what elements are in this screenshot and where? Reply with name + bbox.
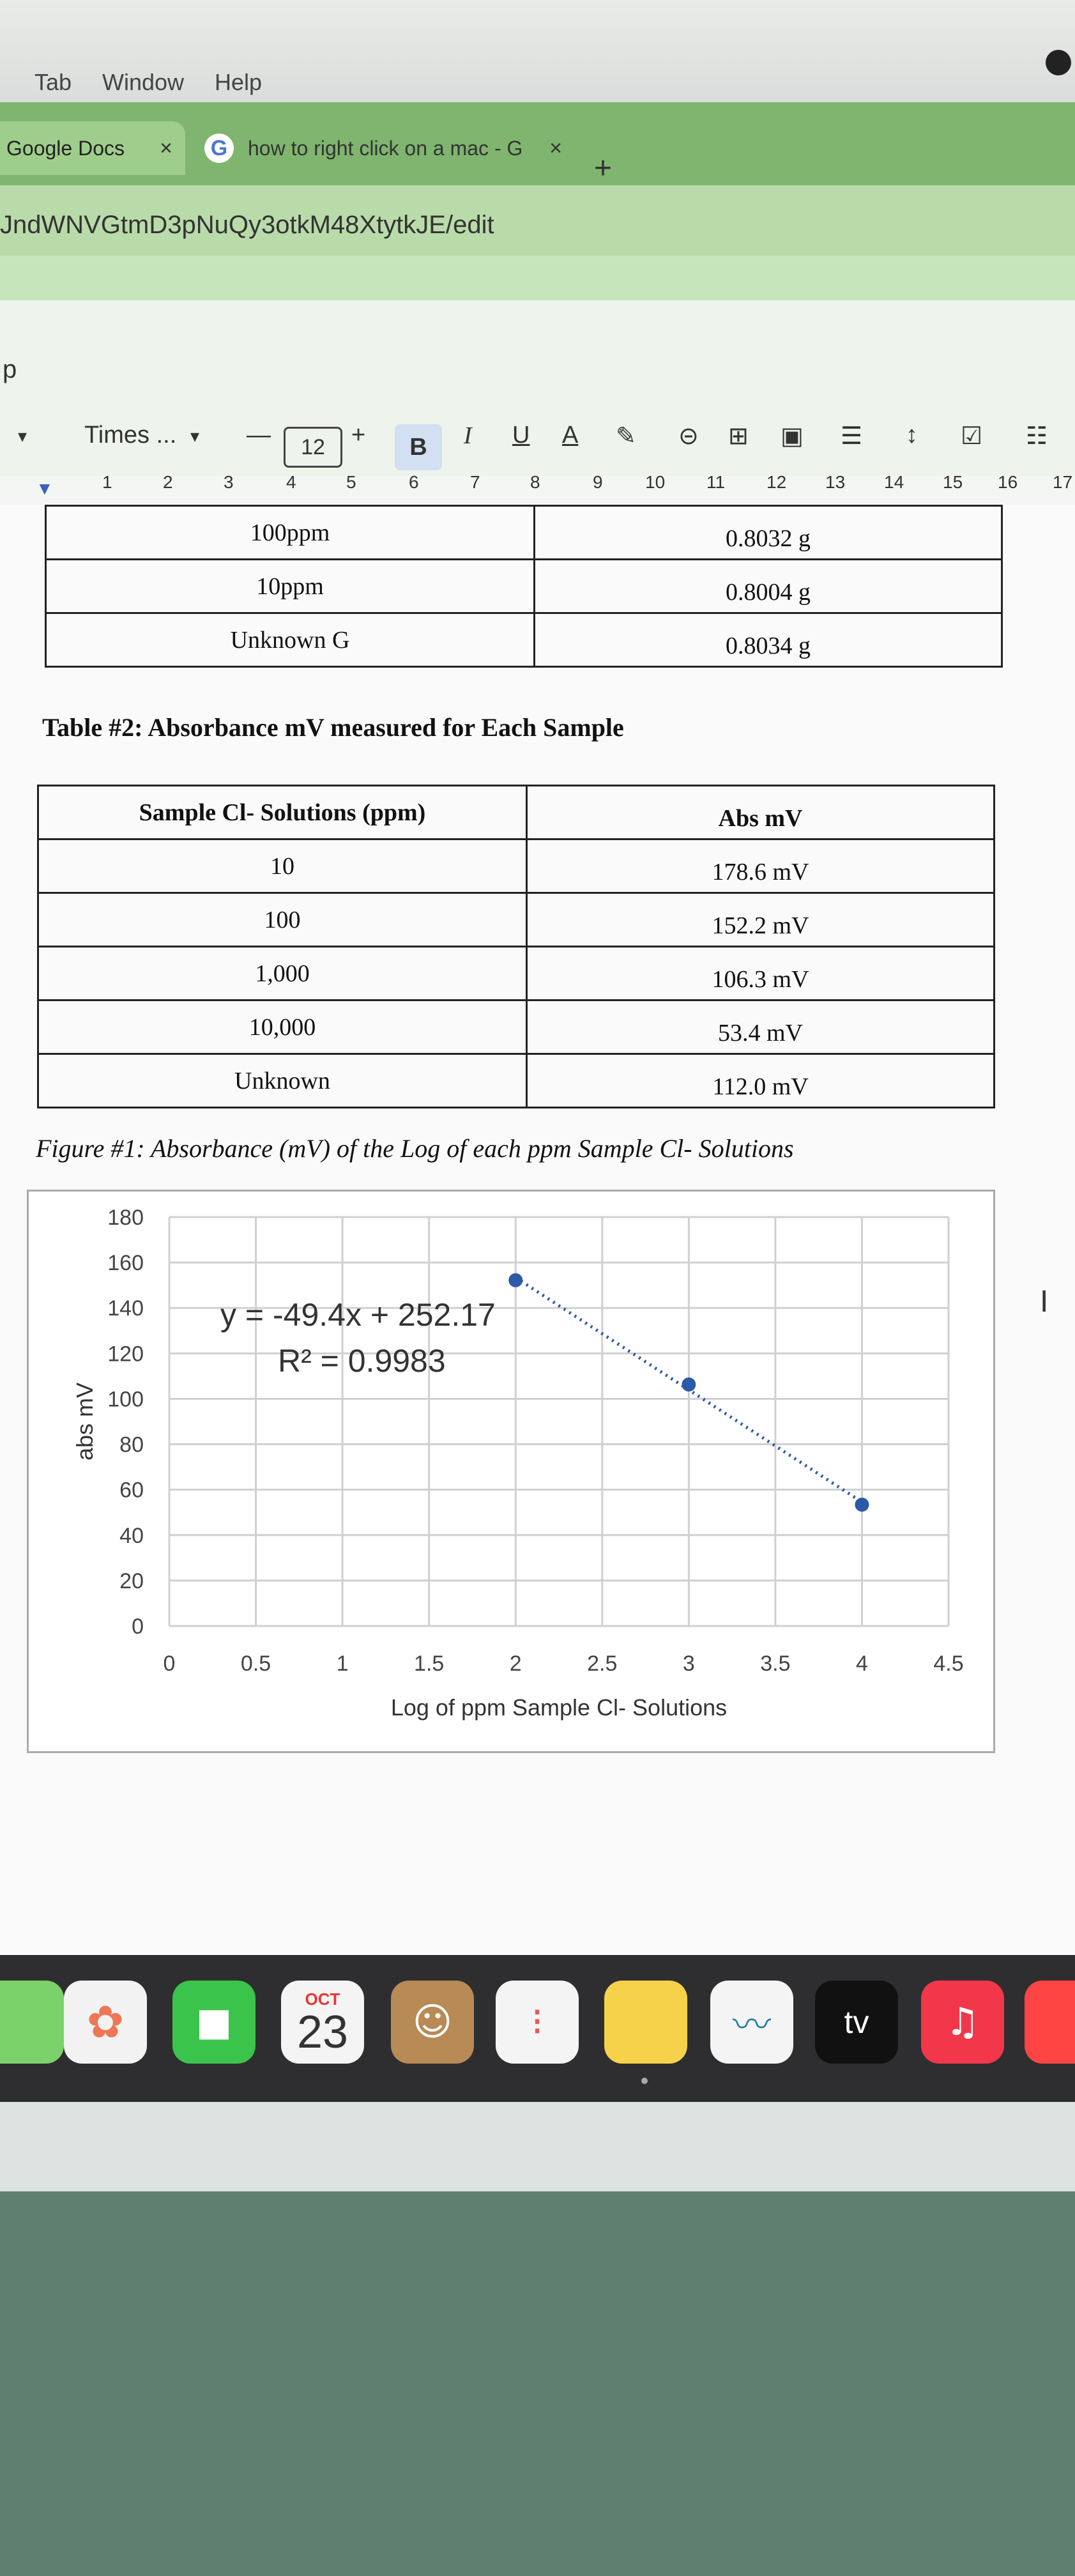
- url-text[interactable]: JndWNVGtmD3pNuQy3otkM48XtytkJE/edit: [0, 211, 494, 239]
- absorbance-table: [37, 785, 995, 1108]
- equation-label: y = -49.4x + 252.17: [220, 1297, 496, 1333]
- table-header-row: [38, 786, 995, 839]
- font-size-increase[interactable]: +: [351, 422, 366, 448]
- notes-icon[interactable]: [604, 1981, 687, 2064]
- data-point: [682, 1377, 696, 1392]
- table-cell: 10ppm: [46, 560, 535, 613]
- table-row: [38, 1054, 995, 1108]
- table-cell: 0.8004 g: [535, 560, 1002, 613]
- ruler-number: 13: [825, 472, 846, 492]
- messages-icon[interactable]: [0, 1981, 64, 2064]
- line-spacing-icon[interactable]: ↕: [906, 422, 918, 448]
- calendar-day: 23: [296, 2006, 349, 2058]
- link-icon[interactable]: ⊝: [678, 423, 699, 450]
- table-cell: 112.0 mV: [527, 1054, 995, 1108]
- column-header: Abs mV: [527, 786, 995, 839]
- music-icon[interactable]: ♫: [921, 1981, 1004, 2064]
- font-name-select[interactable]: Times ...: [84, 422, 177, 448]
- table-cell: 0.8032 g: [535, 506, 1002, 560]
- reminders-icon[interactable]: ⁝: [496, 1981, 579, 2064]
- calendar-icon[interactable]: [281, 1981, 364, 2064]
- chevron-down-icon[interactable]: ▾: [18, 426, 27, 446]
- ruler-number: 11: [706, 472, 726, 492]
- ruler-number: 5: [346, 472, 356, 492]
- x-tick-label: 4.5: [933, 1652, 964, 1676]
- x-axis-label: Log of ppm Sample Cl- Solutions: [390, 1694, 728, 1721]
- table-cell: 0.8034 g: [535, 613, 1002, 667]
- y-tick-label: 60: [119, 1478, 144, 1503]
- bold-button[interactable]: B: [395, 424, 442, 470]
- new-tab-button[interactable]: +: [594, 151, 613, 185]
- x-tick-label: 0.5: [240, 1652, 271, 1676]
- apple-tv-icon[interactable]: [815, 1981, 898, 2064]
- table-cell: Unknown G: [46, 613, 535, 667]
- table-cell: 178.6 mV: [527, 839, 995, 893]
- scatter-chart: [29, 1192, 993, 1751]
- table-cell: 100: [38, 893, 527, 947]
- tab-label: Google Docs: [6, 136, 125, 160]
- x-tick-label: 3: [682, 1652, 695, 1676]
- table-row: [38, 1000, 995, 1054]
- chevron-down-icon[interactable]: ▾: [190, 426, 200, 446]
- tv-label: tv: [844, 2004, 869, 2040]
- tab-search[interactable]: [192, 121, 575, 175]
- table-row: [38, 893, 995, 947]
- table-row: [46, 506, 1002, 560]
- table-cell: Unknown: [38, 1054, 527, 1108]
- ruler-number: 14: [884, 472, 904, 492]
- x-tick-label: 1.5: [414, 1652, 445, 1676]
- y-tick-label: 120: [107, 1342, 144, 1367]
- menu-help[interactable]: Help: [215, 69, 263, 95]
- font-size-input[interactable]: 12: [284, 427, 342, 468]
- close-icon[interactable]: ×: [160, 135, 172, 160]
- column-header: Sample Cl- Solutions (ppm): [38, 786, 527, 839]
- x-tick-label: 0: [163, 1652, 176, 1676]
- highlight-icon[interactable]: ✎: [616, 423, 636, 450]
- x-tick-label: 1: [336, 1652, 349, 1676]
- table-caption: Table #2: Absorbance mV measured for Each Sample: [42, 713, 624, 742]
- data-point: [855, 1498, 869, 1512]
- ruler-number: 2: [163, 472, 173, 492]
- photos-icon[interactable]: ✿: [64, 1981, 147, 2064]
- freeform-icon[interactable]: 〰: [710, 1981, 793, 2064]
- y-tick-label: 20: [119, 1568, 144, 1593]
- y-tick-label: 40: [119, 1523, 144, 1548]
- facetime-icon[interactable]: ■: [172, 1981, 255, 2064]
- ruler-number: 4: [286, 472, 296, 492]
- r-squared-label: R² = 0.9983: [278, 1343, 446, 1379]
- y-tick-label: 80: [119, 1432, 144, 1457]
- y-tick-label: 100: [107, 1387, 144, 1412]
- y-tick-label: 140: [107, 1296, 144, 1321]
- news-icon[interactable]: [1025, 1981, 1075, 2064]
- underline-button[interactable]: U: [512, 422, 530, 448]
- google-icon: G: [204, 134, 234, 163]
- table-cell: 1,000: [38, 947, 527, 1000]
- add-comment-icon[interactable]: ⊞: [728, 423, 749, 450]
- mass-table: [45, 505, 1003, 668]
- table-row: [46, 613, 1002, 667]
- italic-button[interactable]: I: [464, 422, 472, 449]
- tab-label: how to right click on a mac - G: [248, 136, 523, 160]
- ruler-number: 6: [409, 472, 419, 492]
- ruler-number: 12: [766, 472, 787, 492]
- bullet-list-icon[interactable]: ☷: [1026, 423, 1048, 450]
- calendar-month: OCT: [305, 1989, 340, 2009]
- table-cell: 53.4 mV: [527, 1000, 995, 1054]
- menu-bar: [0, 0, 1075, 109]
- ruler-number: 15: [943, 472, 963, 492]
- table-cell: 10,000: [38, 1000, 527, 1054]
- y-axis-label: abs mV: [72, 1382, 98, 1461]
- x-tick-label: 2.5: [587, 1652, 618, 1676]
- ruler-number: 7: [470, 472, 480, 492]
- ruler-number: 3: [224, 472, 234, 492]
- y-tick-label: 180: [107, 1206, 144, 1230]
- y-tick-label: 160: [107, 1251, 144, 1276]
- ruler-number: 1: [102, 472, 112, 492]
- ruler-number: 17: [1053, 472, 1073, 492]
- close-icon[interactable]: ×: [549, 135, 562, 160]
- data-point: [508, 1273, 522, 1287]
- menu-tab[interactable]: Tab: [34, 69, 72, 95]
- table-row: [46, 560, 1002, 613]
- chart-container[interactable]: [27, 1190, 995, 1753]
- checklist-icon[interactable]: ☑: [961, 423, 983, 450]
- x-tick-label: 3.5: [760, 1652, 791, 1676]
- indent-marker-icon[interactable]: ▼: [36, 479, 54, 498]
- insert-image-icon[interactable]: ▣: [781, 423, 804, 450]
- desk-background: [0, 2102, 1075, 2576]
- x-tick-label: 4: [855, 1652, 868, 1676]
- x-tick-label: 2: [509, 1652, 522, 1676]
- table-cell: 152.2 mV: [527, 893, 995, 947]
- ruler-number: 10: [645, 472, 666, 492]
- text-color-button[interactable]: A: [562, 422, 579, 448]
- table-row: [38, 947, 995, 1000]
- tab-google-docs[interactable]: [0, 121, 185, 175]
- contacts-icon[interactable]: ☺: [391, 1981, 474, 2064]
- camera-dot: [1046, 50, 1071, 75]
- ruler-number: 16: [998, 472, 1018, 492]
- table-row: [38, 839, 995, 893]
- table-cell: 10: [38, 839, 527, 893]
- table-cell: 106.3 mV: [527, 947, 995, 1000]
- ruler-number: 9: [593, 472, 603, 492]
- figure-caption: Figure #1: Absorbance (mV) of the Log of each ppm Sample Cl- Solutions: [36, 1134, 794, 1163]
- menu-fragment: p: [3, 355, 17, 383]
- ruler-number: 8: [530, 472, 540, 492]
- font-size-decrease[interactable]: —: [247, 422, 271, 448]
- text-cursor-icon: I: [1040, 1285, 1049, 1319]
- table-cell: 100ppm: [46, 506, 535, 560]
- menu-window[interactable]: Window: [102, 69, 185, 95]
- y-tick-label: 0: [132, 1614, 144, 1639]
- align-icon[interactable]: ☰: [841, 423, 863, 450]
- running-indicator: [641, 2078, 648, 2084]
